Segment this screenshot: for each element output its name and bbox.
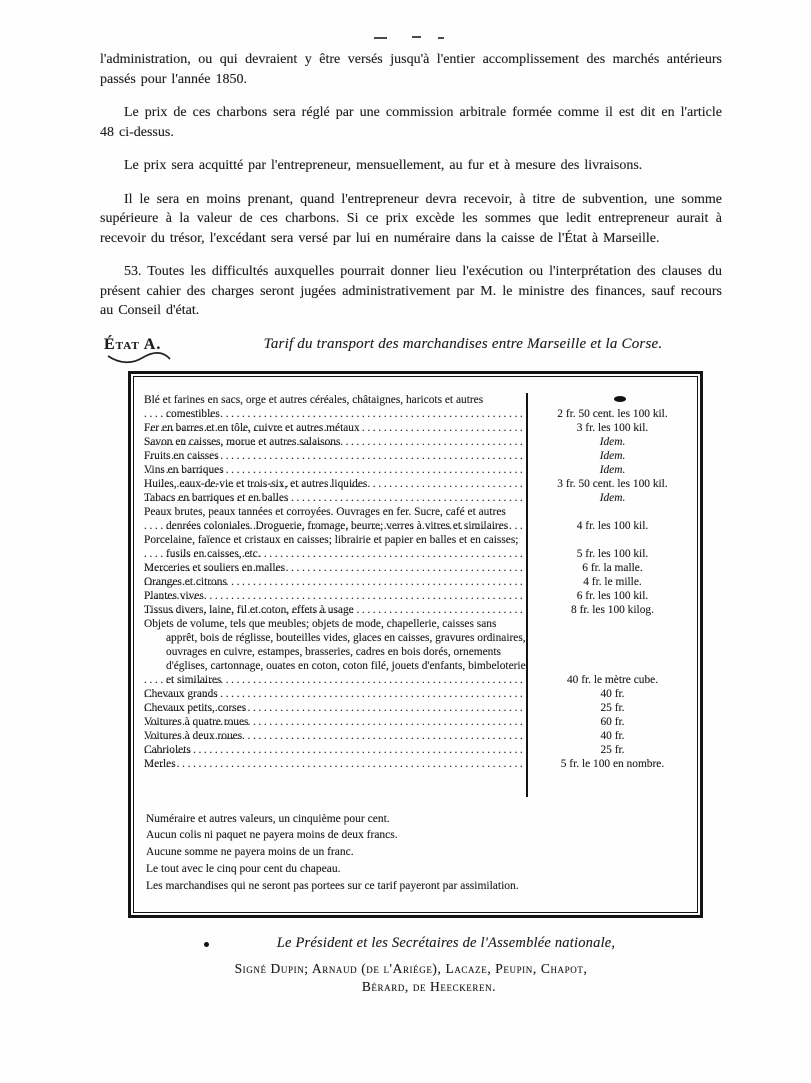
row-price-text: 25 fr. <box>600 701 625 714</box>
row-label-text: Savon en caisses, morue et autres salaisons <box>144 435 341 448</box>
row-price <box>526 463 697 477</box>
table-row <box>134 575 697 589</box>
table-row <box>134 715 697 729</box>
row-label-text: Merceries et souliers en malles <box>144 561 286 574</box>
page-content <box>100 0 722 995</box>
table-row <box>134 463 697 477</box>
spacer-cell <box>134 771 526 797</box>
intro-paragraph: Il le sera en moins prenant, quand l'entrepreneur devra recevoir, à titre de subvention, une somme supérieure à la valeur de ces charbons. Si ce prix excède les sommes que ledit entrepreneur aurait à recevoir du trésor, l'excédant sera versé par lui en numéraire dans la caisse de l'État à Marseille. <box>100 191 722 246</box>
row-price <box>526 435 697 449</box>
row-label <box>134 477 526 491</box>
row-price-text: 2 fr. 50 cent. les 100 kil. <box>557 407 668 420</box>
row-label <box>134 729 526 743</box>
row-label <box>134 589 526 603</box>
row-price <box>526 575 697 589</box>
table-row <box>134 491 697 505</box>
table-heading-row <box>100 336 722 364</box>
signature-block <box>100 935 722 995</box>
row-label-text: Chevaux petits, corses <box>144 701 247 714</box>
table-row <box>134 729 697 743</box>
row-price-text: 6 fr. la malle. <box>582 561 643 574</box>
row-price-text: Idem. <box>599 463 626 476</box>
table-row <box>134 743 697 757</box>
row-price-text: 6 fr. les 100 kil. <box>576 589 649 602</box>
note-line: Aucune somme ne payera moins de un franc. <box>146 846 354 859</box>
row-label <box>134 435 526 449</box>
etat-a-flourish <box>106 352 172 364</box>
row-label-text: Fruits en caisses <box>144 449 219 462</box>
row-label-text: Objets de volume, tels que meubles; objets de mode, chapellerie, caisses sans apprêt, bois de réglisse, bouteilles vides, glaces en caisses, gravures ordinaires, ouvrages en cuivre, estampes, brasseries, cadres en bois dorés, ornements d'églises, cartonnage, ouates en coton, coton filé, jouets d'enfants, bimbeloterie et similaires <box>144 617 526 686</box>
row-label <box>134 491 526 505</box>
row-label-text: Huiles, eaux-de-vie et trois-six, et autres liquides <box>144 477 368 490</box>
row-price-text: 3 fr. les 100 kil. <box>576 421 649 434</box>
row-label-text: Vins en barriques <box>144 463 224 476</box>
row-price-text: 4 fr. les 100 kil. <box>576 519 649 532</box>
note-line: Numéraire et autres valeurs, un cinquième pour cent. <box>146 812 390 825</box>
intro-paragraph: Le prix de ces charbons sera réglé par une commission arbitrale formée comme il est dit en l'article 48 ci-dessus. <box>100 105 722 140</box>
row-price <box>526 687 697 701</box>
row-label-text: Chevaux grands <box>144 687 218 700</box>
note-line: Les marchandises qui ne seront pas portees sur ce tarif payeront par assimilation. <box>146 879 519 892</box>
table-title: Tarif du transport des marchandises entre Marseille et la Corse. <box>263 335 663 352</box>
row-price-text: 25 fr. <box>600 743 625 756</box>
table-row <box>134 477 697 491</box>
table-row <box>134 393 697 421</box>
row-price <box>526 729 697 743</box>
table-row <box>134 701 697 715</box>
row-label <box>134 449 526 463</box>
table-row <box>134 505 697 533</box>
article-53-paragraph: 53. Toutes les difficultés auxquelles pourrait donner lieu l'exécution ou l'interprétation des clauses du présent cahier des charges seront jugées administrativement par M. le ministre des finances, sauf recours au Conseil d'état. <box>100 264 722 318</box>
row-label-text: Merles <box>144 757 176 770</box>
table-row <box>134 617 697 687</box>
row-label-text: Voitures à deux roues <box>144 729 243 742</box>
row-price <box>526 491 697 505</box>
row-label-text: Oranges et citrons <box>144 575 227 588</box>
row-label-text: Tissus divers, laine, fil et coton, effets à usage <box>144 603 354 616</box>
row-label <box>134 561 526 575</box>
row-label <box>134 757 526 771</box>
row-price <box>526 757 697 771</box>
table-row <box>134 449 697 463</box>
note-line: Aucun colis ni paquet ne payera moins de deux francs. <box>146 829 398 842</box>
row-label <box>134 575 526 589</box>
row-price-text: Idem. <box>599 435 626 448</box>
signature-names-line2: Bérard, de Heeckeren. <box>361 979 497 995</box>
row-price-text: 4 fr. le mille. <box>583 575 642 588</box>
row-label-text: Porcelaine, faïence et cristaux en caisses; librairie et papier en balles et en caisses; fusils en caisses, etc. <box>144 533 519 560</box>
row-label-text: Fer en barres et en tôle, cuivre et autres métaux <box>144 421 360 434</box>
row-price-text: 5 fr. le 100 en nombre. <box>560 757 665 770</box>
table-row <box>134 435 697 449</box>
row-price-text: 40 fr. <box>600 729 625 742</box>
etat-a-block <box>104 336 214 364</box>
row-label <box>134 505 526 533</box>
tariff-table-inner <box>133 376 698 914</box>
etat-a-label: État A. <box>104 335 162 353</box>
row-label <box>134 533 526 561</box>
table-row <box>134 589 697 603</box>
tariff-table <box>128 371 703 919</box>
ink-blot-artifact <box>614 396 626 402</box>
row-price-text: 3 fr. 50 cent. les 100 kil. <box>557 477 668 490</box>
divider-spacer-row <box>134 771 697 797</box>
row-label-text: Tabacs en barriques et en balles <box>144 491 289 504</box>
row-price-text: 40 fr. le mètre cube. <box>566 673 659 686</box>
table-row <box>134 603 697 617</box>
row-price-text: Idem. <box>599 491 626 504</box>
row-price <box>526 477 697 491</box>
table-notes <box>134 797 697 903</box>
row-price <box>526 617 697 687</box>
row-label-text: Voitures à quatre roues <box>144 715 249 728</box>
row-label-text: Plantes vives <box>144 589 204 602</box>
note-line: Le tout avec le cinq pour cent du chapeau. <box>146 862 341 875</box>
row-price <box>526 533 697 561</box>
intro-paragraph: l'administration, ou qui devraient y être versés jusqu'à l'entier accomplissement des marchés antérieurs passés pour l'année 1850. <box>100 52 722 87</box>
row-price <box>526 505 697 533</box>
row-price <box>526 715 697 729</box>
row-label <box>134 701 526 715</box>
row-label-text: Peaux brutes, peaux tannées et corroyées. Ouvrages en fer. Sucre, café et autres denrées coloniales. Droguerie, fromage, beurre; verres à vitres et similaires <box>144 505 509 532</box>
table-row <box>134 421 697 435</box>
signature-intro: Le Président et les Secrétaires de l'Assemblée nationale, <box>276 935 616 952</box>
row-price-text: 8 fr. les 100 kilog. <box>571 603 654 616</box>
row-price <box>526 701 697 715</box>
row-price <box>526 589 697 603</box>
row-label <box>134 393 526 421</box>
row-price-text: 40 fr. <box>600 687 625 700</box>
row-price <box>526 393 697 421</box>
row-label-text: Cabriolets <box>144 743 191 756</box>
table-row <box>134 561 697 575</box>
row-price-text: 60 fr. <box>600 715 625 728</box>
row-price <box>526 561 697 575</box>
row-label <box>134 603 526 617</box>
table-row <box>134 757 697 771</box>
row-price <box>526 449 697 463</box>
row-price <box>526 421 697 435</box>
row-price-text: Idem. <box>599 449 626 462</box>
row-label <box>134 463 526 477</box>
row-price <box>526 603 697 617</box>
row-label <box>134 617 526 687</box>
signature-names-line1: Signé Dupin; Arnaud (de l'Ariége), Lacaze, Peupin, Chapot, <box>234 961 588 977</box>
row-label <box>134 743 526 757</box>
row-price <box>526 743 697 757</box>
table-row <box>134 533 697 561</box>
intro-paragraph: Le prix sera acquitté par l'entrepreneur, mensuellement, au fur et à mesure des livraisons. <box>124 158 643 173</box>
table-row <box>134 687 697 701</box>
spacer-cell-divider <box>526 771 697 797</box>
row-label <box>134 421 526 435</box>
row-price-text: 5 fr. les 100 kil. <box>576 547 649 560</box>
row-label <box>134 687 526 701</box>
row-label-text: Blé et farines en sacs, orge et autres céréales, châtaignes, haricots et autres comestibles <box>144 393 484 420</box>
row-label <box>134 715 526 729</box>
